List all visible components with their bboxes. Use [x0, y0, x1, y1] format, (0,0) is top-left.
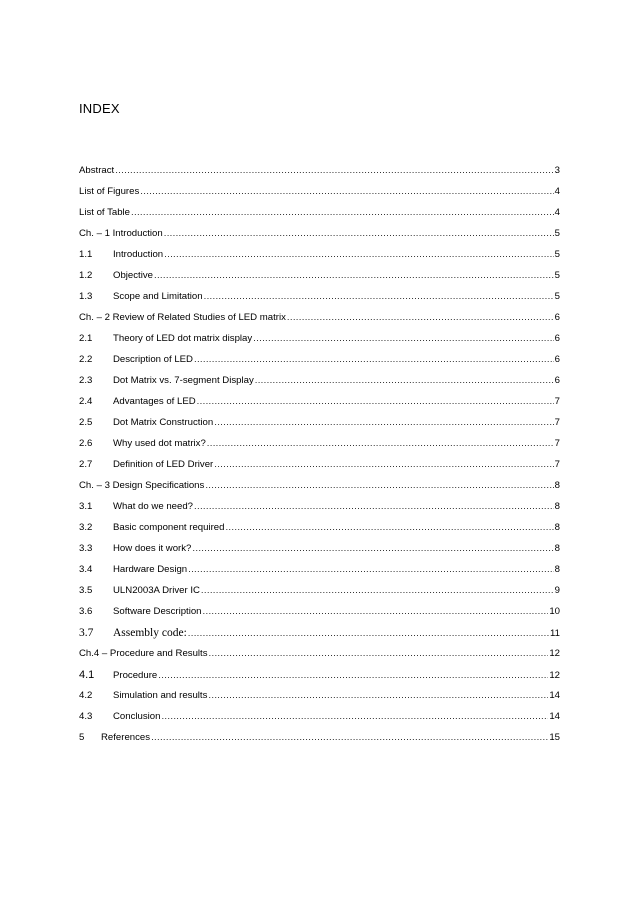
- toc-entry-page: 5: [554, 228, 560, 239]
- dot-leader: [255, 375, 554, 386]
- toc-entry-chapter-2[interactable]: [79, 312, 560, 333]
- dot-leader: [214, 459, 553, 470]
- toc-entry-page: 14: [549, 711, 560, 722]
- toc-entry-page: 7: [554, 459, 560, 470]
- dot-leader: [207, 438, 554, 449]
- toc-entry-2-7[interactable]: [79, 459, 560, 480]
- dot-leader: [131, 207, 554, 218]
- toc-entry-label: Why used dot matrix?: [113, 438, 206, 449]
- toc-entry-label: List of Figures: [79, 186, 140, 197]
- toc-entry-2-1[interactable]: [79, 333, 560, 354]
- dot-leader: [154, 270, 554, 281]
- toc-entry-page: 4: [554, 207, 560, 218]
- toc-entry-label: Procedure: [113, 670, 158, 681]
- toc-entry-2-4[interactable]: [79, 396, 560, 417]
- toc-entry-label: Software Description: [113, 606, 202, 617]
- toc-entry-chapter-4[interactable]: [79, 648, 560, 669]
- toc-entry-page: 4: [554, 186, 560, 197]
- toc-entry-label: Abstract: [79, 165, 115, 176]
- toc-entry-page: 6: [554, 333, 560, 344]
- toc-entry-3-3[interactable]: [79, 543, 560, 564]
- dot-leader: [214, 417, 553, 428]
- toc-entry-page: 6: [554, 312, 560, 323]
- toc-entry-page: 10: [549, 606, 560, 617]
- dot-leader: [209, 648, 549, 659]
- dot-leader: [203, 606, 549, 617]
- dot-leader: [161, 711, 548, 722]
- toc-entry-label: Advantages of LED: [113, 396, 196, 407]
- toc-entry-label: Scope and Limitation: [113, 291, 203, 302]
- dot-leader: [140, 186, 553, 197]
- toc-entry-4-3[interactable]: [79, 711, 560, 732]
- dot-leader: [164, 228, 554, 239]
- toc-entry-label: Dot Matrix vs. 7-segment Display: [113, 375, 254, 386]
- toc-entry-abstract[interactable]: [79, 165, 560, 186]
- toc-entry-number: 3.6: [79, 606, 93, 617]
- toc-entry-label: What do we need?: [113, 501, 194, 512]
- toc-entry-number: 2.5: [79, 417, 93, 428]
- toc-entry-number: 3.4: [79, 564, 93, 575]
- toc-entry-label: Dot Matrix Construction: [113, 417, 214, 428]
- toc-entry-1-3[interactable]: [79, 291, 560, 312]
- toc-entry-page: 5: [554, 270, 560, 281]
- dot-leader: [194, 501, 554, 512]
- toc-entry-number: 3.1: [79, 501, 93, 512]
- toc-entry-label: How does it work?: [113, 543, 192, 554]
- dot-leader: [208, 690, 548, 701]
- toc-entry-page: 12: [549, 670, 560, 681]
- toc-entry-label: Assembly code:: [113, 627, 187, 639]
- toc-entry-number: 3.5: [79, 585, 93, 596]
- dot-leader: [287, 312, 554, 323]
- toc-entry-label: Definition of LED Driver: [113, 459, 214, 470]
- toc-entry-number: 1.1: [79, 249, 93, 260]
- toc-entry-label: Simulation and results: [113, 690, 208, 701]
- dot-leader: [164, 249, 554, 260]
- toc-entry-3-6[interactable]: [79, 606, 560, 627]
- toc-entry-page: 7: [554, 438, 560, 449]
- toc-entry-4-1[interactable]: [79, 669, 560, 690]
- toc-entry-page: 7: [554, 396, 560, 407]
- toc-entry-list-of-figures[interactable]: [79, 186, 560, 207]
- toc-entry-3-2[interactable]: [79, 522, 560, 543]
- dot-leader: [192, 543, 553, 554]
- toc-entry-3-5[interactable]: [79, 585, 560, 606]
- toc-entry-page: 15: [549, 732, 560, 743]
- toc-entry-page: 11: [550, 628, 560, 639]
- dot-leader: [201, 585, 554, 596]
- toc-entry-chapter-1[interactable]: [79, 228, 560, 249]
- toc-entry-number: 2.7: [79, 459, 93, 470]
- toc-entry-4-2[interactable]: [79, 690, 560, 711]
- dot-leader: [253, 333, 553, 344]
- toc-entry-page: 5: [554, 291, 560, 302]
- toc-entry-number: 2.1: [79, 333, 93, 344]
- toc-entry-number: 2.2: [79, 354, 93, 365]
- toc-entry-2-5[interactable]: [79, 417, 560, 438]
- toc-entry-1-2[interactable]: [79, 270, 560, 291]
- toc-entry-number: 2.6: [79, 438, 93, 449]
- toc-entry-number: 3.2: [79, 522, 93, 533]
- toc-entry-number: 2.3: [79, 375, 93, 386]
- dot-leader: [151, 732, 548, 743]
- toc-entry-label: ULN2003A Driver IC: [113, 585, 200, 596]
- toc-entry-chapter-3[interactable]: [79, 480, 560, 501]
- dot-leader: [225, 522, 553, 533]
- toc-entry-number: 4.3: [79, 711, 93, 722]
- toc-entry-label: Theory of LED dot matrix display: [113, 333, 253, 344]
- toc-entry-3-4[interactable]: [79, 564, 560, 585]
- toc-entry-label: Ch.4 – Procedure and Results: [79, 648, 208, 659]
- toc-entry-page: 3: [554, 165, 560, 176]
- toc-entry-label: Ch. – 1 Introduction: [79, 228, 163, 239]
- toc-entry-2-2[interactable]: [79, 354, 560, 375]
- table-of-contents: [79, 165, 560, 753]
- toc-entry-2-6[interactable]: [79, 438, 560, 459]
- toc-entry-number: 5: [79, 732, 85, 743]
- toc-entry-page: 5: [554, 249, 560, 260]
- toc-entry-label: Description of LED: [113, 354, 193, 365]
- dot-leader: [188, 564, 554, 575]
- toc-entry-page: 8: [554, 501, 560, 512]
- toc-entry-page: 8: [554, 480, 560, 491]
- toc-entry-number: 3.7: [79, 627, 94, 639]
- dot-leader: [188, 628, 549, 639]
- toc-entry-page: 9: [554, 585, 560, 596]
- toc-entry-page: 8: [554, 543, 560, 554]
- toc-entry-label: Ch. – 2 Review of Related Studies of LED matrix: [79, 312, 286, 323]
- toc-entry-label: Basic component required: [113, 522, 225, 533]
- toc-entry-5[interactable]: [79, 732, 560, 753]
- dot-leader: [205, 480, 553, 491]
- dot-leader: [204, 291, 554, 302]
- toc-entry-label: Ch. – 3 Design Specifications: [79, 480, 205, 491]
- toc-entry-number: 3.3: [79, 543, 93, 554]
- toc-entry-label: List of Table: [79, 207, 131, 218]
- dot-leader: [197, 396, 554, 407]
- toc-entry-page: 12: [549, 648, 560, 659]
- toc-entry-number: 4.1: [79, 669, 95, 681]
- page-title: INDEX: [79, 101, 120, 116]
- toc-entry-1-1[interactable]: [79, 249, 560, 270]
- toc-entry-page: 6: [554, 354, 560, 365]
- toc-entry-page: 6: [554, 375, 560, 386]
- toc-entry-3-1[interactable]: [79, 501, 560, 522]
- toc-entry-page: 8: [554, 522, 560, 533]
- toc-entry-list-of-table[interactable]: [79, 207, 560, 228]
- toc-entry-number: 2.4: [79, 396, 93, 407]
- toc-entry-label: Introduction: [113, 249, 164, 260]
- toc-entry-3-7[interactable]: [79, 627, 560, 648]
- toc-entry-2-3[interactable]: [79, 375, 560, 396]
- toc-entry-page: 7: [554, 417, 560, 428]
- toc-entry-page: 14: [549, 690, 560, 701]
- dot-leader: [158, 670, 548, 681]
- toc-entry-label: References: [101, 732, 151, 743]
- dot-leader: [115, 165, 553, 176]
- toc-entry-label: Hardware Design: [113, 564, 188, 575]
- dot-leader: [194, 354, 554, 365]
- toc-entry-page: 8: [554, 564, 560, 575]
- toc-entry-number: 1.3: [79, 291, 93, 302]
- toc-entry-number: 1.2: [79, 270, 93, 281]
- toc-entry-number: 4.2: [79, 690, 93, 701]
- toc-entry-label: Conclusion: [113, 711, 161, 722]
- toc-entry-label: Objective: [113, 270, 153, 281]
